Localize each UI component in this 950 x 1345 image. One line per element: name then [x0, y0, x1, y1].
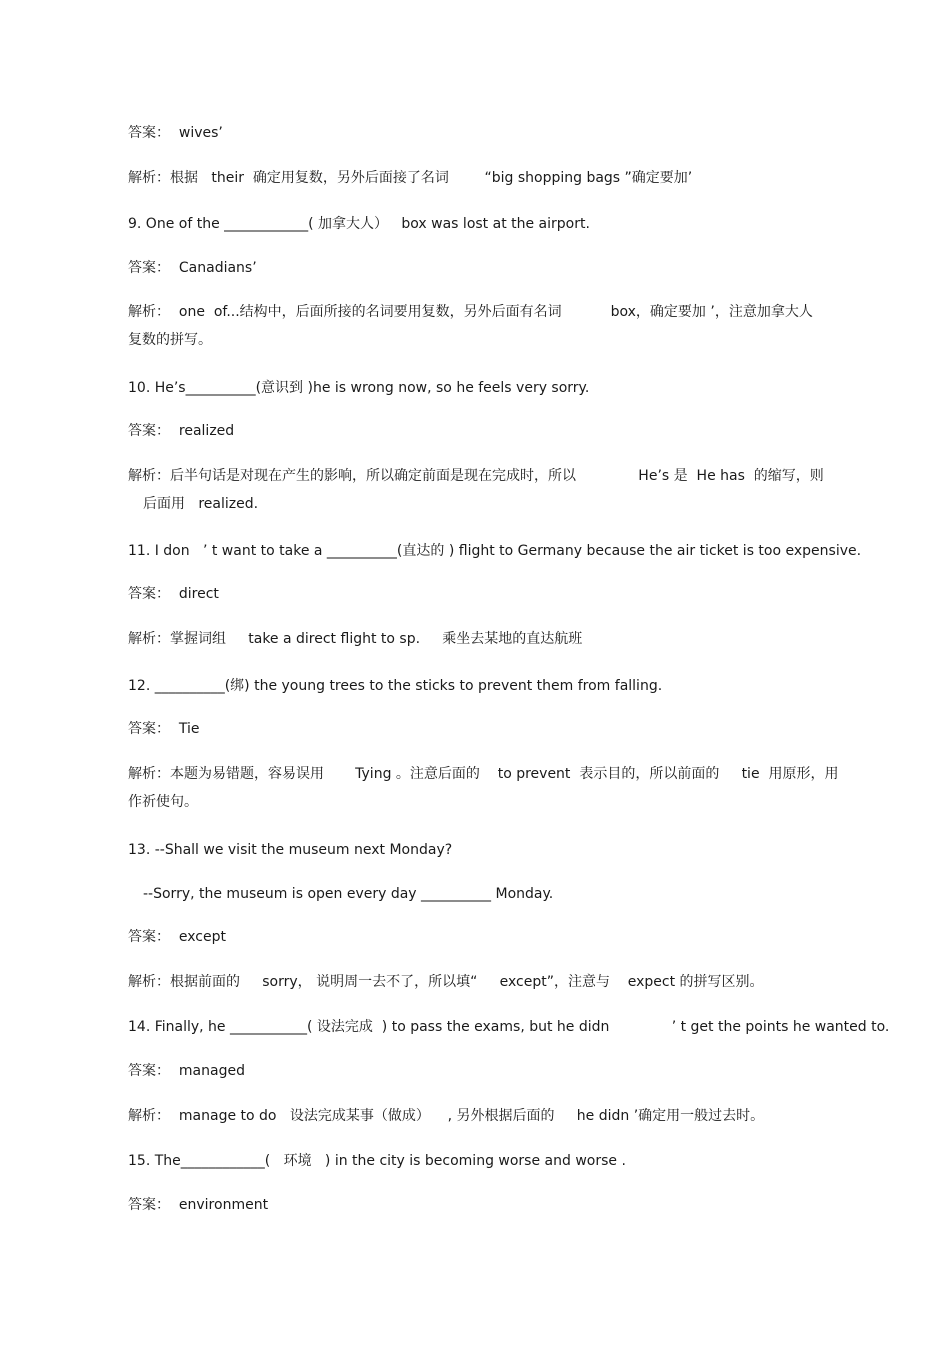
answer-line: 答案： environment — [128, 1197, 269, 1213]
answer-line: 答案： Tie — [128, 721, 200, 737]
explanation-line: 解析：本题为易错题，容易误用 Tying 。注意后面的 to prevent 表示目的，所以前面的 tie 用原形，用 — [128, 766, 839, 782]
explanation-line: 作祈使句。 — [128, 794, 198, 810]
explanation-line: 解析：根据前面的 sorry， 说明周一去不了，所以填“ except”，注意与 expect 的拼写区别。 — [128, 974, 764, 990]
explanation-line: 解析：掌握词组 take a direct flight to sp. 乘坐去某地的直达航班 — [128, 631, 583, 647]
explanation-line: 解析：根据 their 确定用复数，另外后面接了名词 “big shopping bags ”确定要加’ — [128, 170, 693, 186]
explanation-line: 解析：后半句话是对现在产生的影响，所以确定前面是现在完成时，所以 He’s 是 He has 的缩写，则 — [128, 468, 824, 484]
answer-line: 答案： wives’ — [128, 125, 223, 141]
answer-line: 答案： direct — [128, 586, 219, 602]
answer-line: 答案： realized — [128, 423, 235, 439]
explanation-line: 解析： manage to do 设法完成某事（做成） , 另外根据后面的 he didn ’确定用一般过去时。 — [128, 1108, 765, 1124]
question-line: 9. One of the ____________( 加拿大人） box was lost at the airport. — [128, 216, 590, 232]
answer-line: 答案： Canadians’ — [128, 260, 257, 276]
explanation-line: 解析： one of...结构中，后面所接的名词要用复数，另外后面有名词 box，确定要加 ’，注意加拿大人 — [128, 304, 813, 320]
question-line: 15. The____________( 环境 ) in the city is becoming worse and worse . — [128, 1153, 626, 1169]
question-line: 14. Finally, he ___________( 设法完成 ) to pass the exams, but he didn ’ t get the points he wanted to. — [128, 1019, 890, 1035]
answer-line: 答案： except — [128, 929, 226, 945]
question-line: 12. __________(绑) the young trees to the sticks to prevent them from falling. — [128, 678, 663, 694]
question-line: 11. I don ’ t want to take a __________(直达的 ) flight to Germany because the air ticket is too expensive. — [128, 543, 862, 559]
explanation-line: 后面用 realized. — [143, 496, 259, 512]
answer-line: 答案： managed — [128, 1063, 245, 1079]
explanation-line: 复数的拼写。 — [128, 332, 212, 348]
question-line: 10. He’s__________(意识到 )he is wrong now, so he feels very sorry. — [128, 380, 590, 396]
question-line: 13. --Shall we visit the museum next Monday? — [128, 842, 453, 858]
question-line: --Sorry, the museum is open every day __________ Monday. — [143, 886, 554, 902]
